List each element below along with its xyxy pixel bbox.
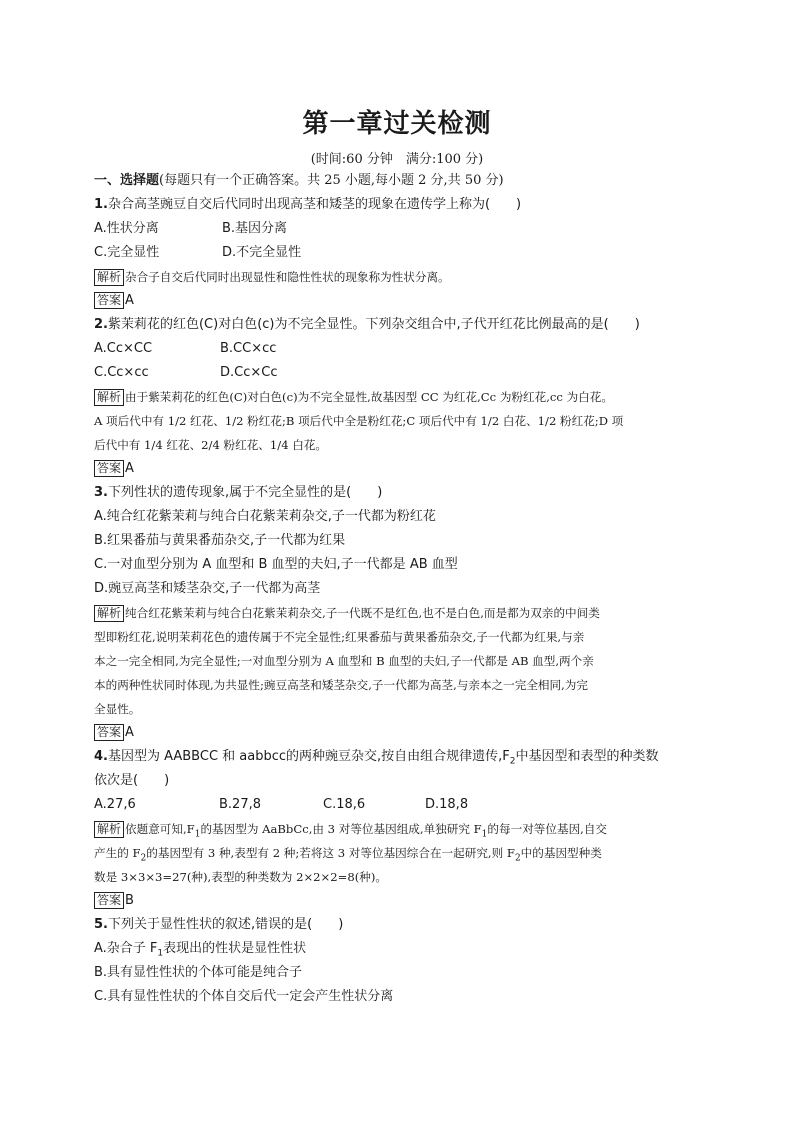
question-4-option-b: B.27,8 [219, 797, 261, 812]
question-text: 下列关于显性性状的叙述,错误的是( ) [107, 917, 344, 932]
question-text: 中基因型和表型的种类数 [515, 749, 659, 764]
question-4-analysis-line-3: 数是 3×3×3=27(种),表型的种类数为 2×2×2=8(种)。 [94, 870, 387, 884]
question-4-analysis-line-1 [94, 820, 706, 843]
subscript: 2 [140, 853, 147, 864]
analysis-text: 由于紫茉莉花的红色(C)对白色(c)为不完全显性,故基因型 CC 为红花,Cc 为粉红花,cc 为白花。 [125, 390, 613, 404]
section-label: 一、选择题 [94, 173, 160, 188]
analysis-text: 的基因型为 AaBbCc,由 3 对等位基因组成,单独研究 F [200, 822, 482, 836]
section-note: (每题只有一个正确答案。共 25 小题,每小题 2 分,共 50 分) [159, 173, 504, 188]
question-3-option-a: A.纯合红花紫茉莉与纯合白花紫茉莉杂交,子一代都为粉红花 [94, 509, 436, 524]
question-2-stem [94, 316, 714, 334]
question-3-option-b: B.红果番茄与黄果番茄杂交,子一代都为红果 [94, 533, 346, 548]
question-5-option-b: B.具有显性性状的个体可能是纯合子 [94, 965, 303, 980]
question-4-option-a: A.27,6 [94, 797, 136, 812]
question-text: 下列性状的遗传现象,属于不完全显性的是( ) [107, 485, 383, 500]
question-4-option-c: C.18,6 [323, 797, 366, 812]
question-3-analysis-line-5: 全显性。 [94, 702, 141, 716]
question-2-analysis-line-1 [94, 388, 706, 406]
answer-tag: 答案 [94, 892, 124, 909]
question-1-answer [94, 292, 134, 310]
question-1-option-b: B.基因分离 [222, 221, 288, 236]
subscript: 2 [514, 853, 521, 864]
option-text: 表现出的性状是显性性状 [163, 941, 307, 956]
question-4-analysis-line-2 [94, 844, 706, 867]
answer-tag: 答案 [94, 460, 124, 477]
question-number: 4. [94, 749, 108, 764]
section-heading [94, 172, 714, 190]
answer-tag: 答案 [94, 292, 124, 309]
question-3-answer [94, 724, 134, 742]
question-4-stem-line-1 [94, 748, 714, 771]
question-3-analysis-line-3: 本之一完全相同,为完全显性;一对血型分别为 A 血型和 B 血型的夫妇,子一代都是 AB 血型,两个亲 [94, 654, 594, 668]
analysis-text: 产生的 F [94, 846, 141, 860]
question-5-stem [94, 916, 714, 934]
answer-value: A [125, 461, 134, 476]
question-number: 2. [94, 317, 108, 332]
option-text: A.杂合子 F [94, 941, 158, 956]
question-2-option-a: A.Cc×CC [94, 341, 153, 356]
question-2-analysis-line-2: A 项后代中有 1/2 红花、1/2 粉红花;B 项后代中全是粉红花;C 项后代中有 1/2 白花、1/2 粉红花;D 项 [94, 414, 624, 428]
question-1-option-c: C.完全显性 [94, 245, 160, 260]
answer-value: A [125, 725, 134, 740]
question-1-stem [94, 196, 714, 214]
question-4-answer [94, 892, 134, 910]
question-text: 杂合高茎豌豆自交后代同时出现高茎和矮茎的现象在遗传学上称为( ) [107, 197, 522, 212]
question-2-option-c: C.Cc×cc [94, 365, 149, 380]
question-number: 5. [94, 917, 108, 932]
analysis-text: 的每一对等位基因,自交 [487, 822, 608, 836]
analysis-tag: 解析 [94, 821, 124, 838]
answer-value: B [125, 893, 134, 908]
analysis-text: 杂合子自交后代同时出现显性和隐性性状的现象称为性状分离。 [125, 270, 450, 284]
question-number: 1. [94, 197, 108, 212]
answer-tag: 答案 [94, 724, 124, 741]
question-5-option-a [94, 940, 306, 963]
question-2-option-d: D.Cc×Cc [220, 365, 278, 380]
subscript: 2 [509, 756, 516, 767]
subscript: 1 [157, 948, 164, 959]
question-1-option-d: D.不完全显性 [222, 245, 302, 260]
question-3-option-c: C.一对血型分别为 A 血型和 B 血型的夫妇,子一代都是 AB 血型 [94, 557, 458, 572]
question-4-stem-line-2: 依次是( ) [94, 773, 170, 788]
question-3-option-d: D.豌豆高茎和矮茎杂交,子一代都为高茎 [94, 581, 321, 596]
question-1-analysis [94, 268, 706, 286]
answer-value: A [125, 293, 134, 308]
question-1-option-a: A.性状分离 [94, 221, 159, 236]
question-3-analysis-line-4: 本的两种性状同时体现,为共显性;豌豆高茎和矮茎杂交,子一代都为高茎,与亲本之一完全相同,为完 [94, 678, 588, 692]
analysis-tag: 解析 [94, 605, 124, 622]
analysis-text: 的基因型有 3 种,表型有 2 种;若将这 3 对等位基因综合在一起研究,则 F [146, 846, 515, 860]
analysis-tag: 解析 [94, 269, 124, 286]
analysis-text: 纯合红花紫茉莉与纯合白花紫茉莉杂交,子一代既不是红色,也不是白色,而是都为双亲的中间类 [125, 606, 600, 620]
question-3-analysis-line-1 [94, 604, 706, 622]
question-2-option-b: B.CC×cc [220, 341, 277, 356]
question-2-analysis-line-3: 后代中有 1/4 红花、2/4 粉红花、1/4 白花。 [94, 438, 328, 452]
question-5-option-c: C.具有显性性状的个体自交后代一定会产生性状分离 [94, 989, 394, 1004]
subscript: 1 [481, 829, 488, 840]
question-number: 3. [94, 485, 108, 500]
question-text: 基因型为 AABBCC 和 aabbcc的两种豌豆杂交,按自由组合规律遗传,F [107, 749, 510, 764]
subscript: 1 [194, 829, 201, 840]
question-4-option-d: D.18,8 [425, 797, 469, 812]
question-3-analysis-line-2: 型即粉红花,说明茉莉花色的遗传属于不完全显性;红果番茄与黄果番茄杂交,子一代都为红果,与亲 [94, 630, 585, 644]
analysis-text: 依题意可知,F [125, 822, 195, 836]
analysis-text: 中的基因型种类 [520, 846, 602, 860]
question-3-stem [94, 484, 714, 502]
page-title: 第一章过关检测 [302, 109, 492, 139]
page-subtitle: (时间:60 分钟 满分:100 分) [310, 152, 484, 167]
question-text: 紫茉莉花的红色(C)对白色(c)为不完全显性。下列杂交组合中,子代开红花比例最高的是( ) [107, 317, 640, 332]
analysis-tag: 解析 [94, 389, 124, 406]
question-2-answer [94, 460, 134, 478]
